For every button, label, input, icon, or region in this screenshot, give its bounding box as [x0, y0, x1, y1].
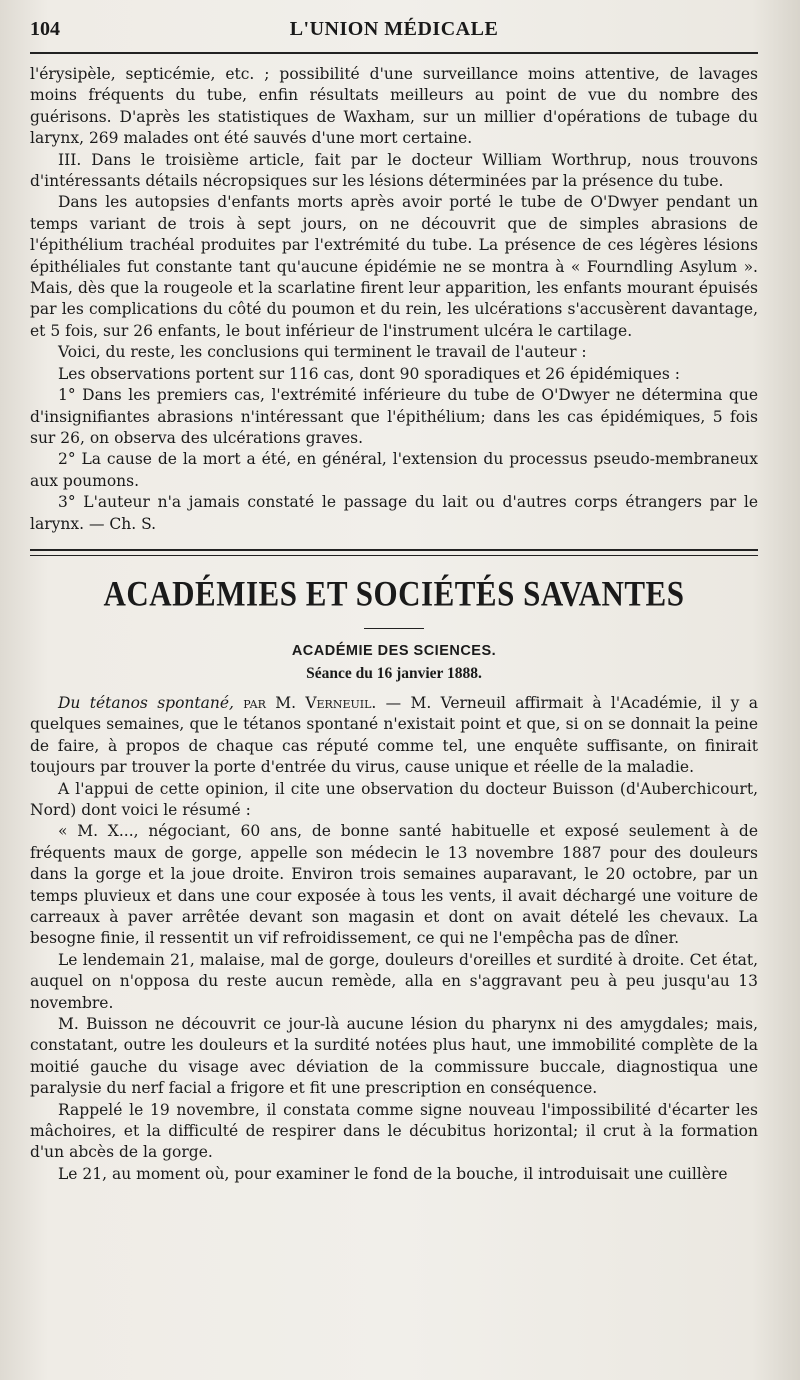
lead-paragraph — [30, 693, 758, 779]
paragraph: Le lendemain 21, malaise, mal de gorge, douleurs d'oreilles et surdité à droite. Cet état, auquel on n'opposa du reste aucun remède, alla en s'aggravant peu à peu jusqu'au 13 novembre. — [30, 950, 758, 1012]
page-header — [30, 18, 758, 54]
paragraph: Rappelé le 19 novembre, il constata comme signe nouveau l'impossibilité d'écarter les mâchoires, et la difficulté de respirer dans le décubitus horizontal; il crut à la formation d'un abcès de la gorge. — [30, 1100, 758, 1162]
lead-text: — M. Verneuil affirmait à l'Académie, il y a quelques semaines, que le tétanos spontané n'existait point et que, si on se donnait la peine de faire, à propos de chaque cas réputé comme tel, une enquête suffisante, on finirait toujours par trouver la porte d'entrée du virus, cause unique et réelle de la maladie. — [30, 693, 758, 777]
article-author: par M. Verneuil. — [243, 693, 377, 712]
paragraph: A l'appui de cette opinion, il cite une observation du docteur Buisson (d'Auberchicourt, Nord) dont voici le résumé : — [30, 779, 758, 819]
article-title: Du tétanos spontané, — [58, 693, 234, 712]
paragraph: 3° L'auteur n'a jamais constaté le passage du lait ou d'autres corps étrangers par le larynx. — Ch. S. — [30, 493, 758, 533]
paragraph: M. Buisson ne découvrit ce jour-là aucune lésion du pharynx ni des amygdales; mais, constatant, outre les douleurs et la surdité notées plus haut, une immobilité complète de la moitié gauche du visage avec déviation de la commissure buccale, diagnostiqua une paralysie du nerf facial a frigore et fit une prescription en conséquence. — [30, 1015, 758, 1098]
paragraph: l'érysipèle, septicémie, etc. ; possibilité d'une surveillance moins attentive, de lavages moins fréquents du tube, enfin résultats meilleurs au point de vue du nombre des guérisons. D'après les statistiques de Waxham, sur un millier d'opérations de tubage du larynx, 269 malades ont été sauvés d'une mort certaine. — [30, 65, 758, 148]
paragraph: Les observations portent sur 116 cas, dont 90 sporadiques et 26 épidémiques : — [58, 364, 680, 383]
paragraph: Le 21, au moment où, pour examiner le fond de la bouche, il introduisait une cuillère — [58, 1164, 728, 1183]
top-article — [30, 64, 758, 535]
section-title: ACADÉMIES ET SOCIÉTÉS SAVANTES — [103, 573, 685, 614]
running-title: L'UNION MÉDICALE — [289, 18, 499, 40]
paragraph: « M. X..., négociant, 60 ans, de bonne santé habituelle et exposé seulement à de fréquents maux de gorge, appelle son médecin le 13 novembre 1887 pour des douleurs dans la gorge et la joue droite. Environ trois semaines auparavant, le 20 octobre, par un temps pluvieux et dans une cour exposée à tous les vents, il avait déchargé une voiture de carreaux à paver arrêtée devant son magasin et dont on avait dételé les chevaux. La besogne finie, il ressentit un vif refroidissement, ce qui ne l'empêcha pas de dîner. — [30, 822, 758, 948]
paragraph: Voici, du reste, les conclusions qui terminent le travail de l'auteur : — [58, 343, 587, 362]
title-rule — [364, 628, 424, 629]
session-date: Séance du 16 janvier 1888. — [306, 664, 482, 682]
paragraph: III. Dans le troisième article, fait par le docteur William Worthrup, nous trouvons d'intéressants détails nécropsiques sur les lésions déterminées par la présence du tube. — [30, 150, 758, 191]
paragraph: Dans les autopsies d'enfants morts après avoir porté le tube de O'Dwyer pendant un temps variant de trois à sept jours, on ne découvrit que de simples abrasions de l'épithélium trachéal produites par l'extrémité du tube. La présence de ces légères lésions épithéliales fut constante tant qu'aucune épidémie ne se montra à « Fourndling Asylum ». Mais, dès que la rougeole et la scarlatine firent leur apparition, les enfants mourant épuisés par les complications du côté du poumon et du rein, les ulcérations s'accusèrent davantage, et 5 fois, sur 26 enfants, le bout inférieur de l'instrument ulcéra le cartilage. — [30, 193, 758, 340]
page-number: 104 — [30, 18, 60, 40]
section-divider — [30, 549, 758, 556]
subsection-heading: ACADÉMIE DES SCIENCES. — [291, 642, 497, 659]
paragraph: 1° Dans les premiers cas, l'extrémité inférieure du tube de O'Dwyer ne détermina que d'insignifiantes abrasions n'intéressant que l'épithélium; dans les cas épidémiques, 5 fois sur 26, on observa des ulcérations graves. — [30, 386, 758, 447]
academy-report — [30, 693, 758, 1185]
paragraph: 2° La cause de la mort a été, en général, l'extension du processus pseudo-membraneux aux poumons. — [30, 450, 758, 490]
